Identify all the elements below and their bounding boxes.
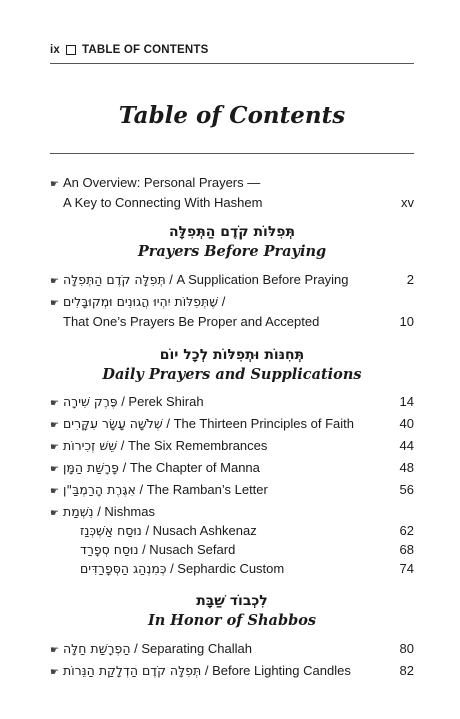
- entry-hebrew: נוּסַח סְפָרַד: [80, 542, 139, 557]
- entry-page: 68: [399, 542, 414, 557]
- toc-entry[interactable]: [50, 640, 414, 660]
- entry-page: 40: [399, 416, 414, 431]
- entry-hebrew: נוּסַח אַשְׁכְּנַז: [80, 523, 142, 538]
- section-english: Prayers Before Praying: [137, 243, 327, 260]
- entry-english: / Nishmas: [93, 504, 155, 519]
- entry-title-line2: A Key to Connecting With Hashem: [63, 195, 263, 210]
- toc-subentry[interactable]: [50, 560, 414, 578]
- entry-page: 56: [399, 482, 414, 497]
- section-heading: [50, 591, 414, 631]
- toc-entry[interactable]: [50, 393, 414, 413]
- entry-english: / Separating Challah: [130, 641, 252, 656]
- entry-english: / A Supplication Before Praying: [165, 272, 349, 287]
- entry-page: 2: [406, 272, 414, 287]
- section-hebrew: לִכְבוֹד שַׁבָּת: [196, 593, 268, 609]
- entry-hebrew: שְׁלֹשָׁה עָשָׂר עִקָּרִים: [63, 416, 163, 431]
- pointing-hand-icon: ☛: [50, 464, 59, 475]
- entry-hebrew: אִגֶּרֶת הָרַמְבַּ"ן: [63, 482, 136, 497]
- toc-entry-overview[interactable]: [50, 174, 414, 212]
- pointing-hand-icon: ☛: [50, 667, 59, 678]
- entry-english: / Before Lighting Candles: [201, 663, 351, 678]
- entry-english: / The Thirteen Principles of Faith: [162, 416, 354, 431]
- entry-page: 14: [399, 394, 414, 409]
- header-rule: [50, 63, 414, 64]
- entry-english-line2: That One’s Prayers Be Proper and Accepted: [63, 314, 320, 329]
- entry-hebrew: כְּמִנְהַג הַסְּפָרַדִּים: [80, 561, 167, 576]
- pointing-hand-icon: ☛: [50, 508, 59, 519]
- pointing-hand-icon: ☛: [50, 298, 59, 309]
- entry-hebrew: פֶּרֶק שִׁירָה: [63, 394, 118, 409]
- entry-hebrew: נִשְׁמַת: [63, 504, 94, 519]
- section-heading: [50, 222, 414, 262]
- entry-english: / The Chapter of Manna: [118, 460, 260, 475]
- entry-english: / The Six Remembrances: [117, 438, 268, 453]
- pointing-hand-icon: ☛: [50, 420, 59, 431]
- running-head-label: TABLE OF CONTENTS: [82, 44, 209, 56]
- entry-page: 48: [399, 460, 414, 475]
- entry-hebrew: שֶׁתְּפִלּוֹת יִהְיוּ הֲגוּנִים וּמְקוּבָּלִים: [63, 294, 219, 309]
- toc-entry[interactable]: [50, 503, 414, 523]
- page-title: Table of Contents: [118, 102, 346, 129]
- page-number: ix: [50, 44, 60, 56]
- entry-page: 44: [399, 438, 414, 453]
- toc-entry[interactable]: [50, 293, 414, 331]
- entry-hebrew: תְּפִלָּה קֹדֶם הַתְּפִלָּה: [63, 272, 166, 287]
- entry-hebrew: פָּרָשַׁת הַמָּן: [63, 460, 119, 475]
- running-head: [50, 44, 209, 56]
- entry-title: An Overview: Personal Prayers —: [63, 175, 261, 190]
- section-hebrew: תְּחִנּוֹת וּתְפִלּוֹת לְכָל יוֹם: [159, 347, 305, 363]
- entry-page: 82: [399, 663, 414, 678]
- entry-english: / Perek Shirah: [117, 394, 204, 409]
- toc-entry[interactable]: [50, 415, 414, 435]
- entry-page: 80: [399, 641, 414, 656]
- section-english: In Honor of Shabbos: [147, 612, 317, 629]
- entry-english: / Nusach Sefard: [138, 542, 236, 557]
- pointing-hand-icon: ☛: [50, 645, 59, 656]
- toc-entry[interactable]: [50, 459, 414, 479]
- entry-page: 10: [399, 314, 414, 329]
- entry-hebrew: שֵׁשׁ זְכִירוֹת: [63, 438, 118, 453]
- entry-english: / Sephardic Custom: [166, 561, 285, 576]
- pointing-hand-icon: ☛: [50, 486, 59, 497]
- entry-english: / Nusach Ashkenaz: [141, 523, 257, 538]
- toc-entry[interactable]: [50, 481, 414, 501]
- section-hebrew: תְּפִלּוֹת קֹדֶם הַתְּפִלָּה: [168, 224, 296, 240]
- entry-hebrew: הַפְרָשַׁת חַלָּה: [63, 641, 131, 656]
- pointing-hand-icon: ☛: [50, 276, 59, 287]
- toc-subentry[interactable]: [50, 541, 414, 559]
- toc-entry[interactable]: [50, 662, 414, 682]
- entry-page: 74: [399, 561, 414, 576]
- title-rule: [50, 153, 414, 154]
- square-ornament-icon: [66, 45, 76, 55]
- pointing-hand-icon: ☛: [50, 179, 59, 190]
- toc-entry[interactable]: [50, 271, 414, 291]
- entry-page: xv: [401, 195, 414, 210]
- entry-hebrew: תְּפִלָּה קֹדֶם הַדְלָקַת הַנֵּרוֹת: [63, 663, 202, 678]
- toc-entry[interactable]: [50, 437, 414, 457]
- entry-english: / The Ramban’s Letter: [135, 482, 268, 497]
- entry-english: /: [218, 294, 226, 309]
- pointing-hand-icon: ☛: [50, 442, 59, 453]
- toc-subentry[interactable]: [50, 522, 414, 540]
- section-english: Daily Prayers and Supplications: [102, 366, 362, 383]
- pointing-hand-icon: ☛: [50, 398, 59, 409]
- section-heading: [50, 345, 414, 385]
- entry-page: 62: [399, 523, 414, 538]
